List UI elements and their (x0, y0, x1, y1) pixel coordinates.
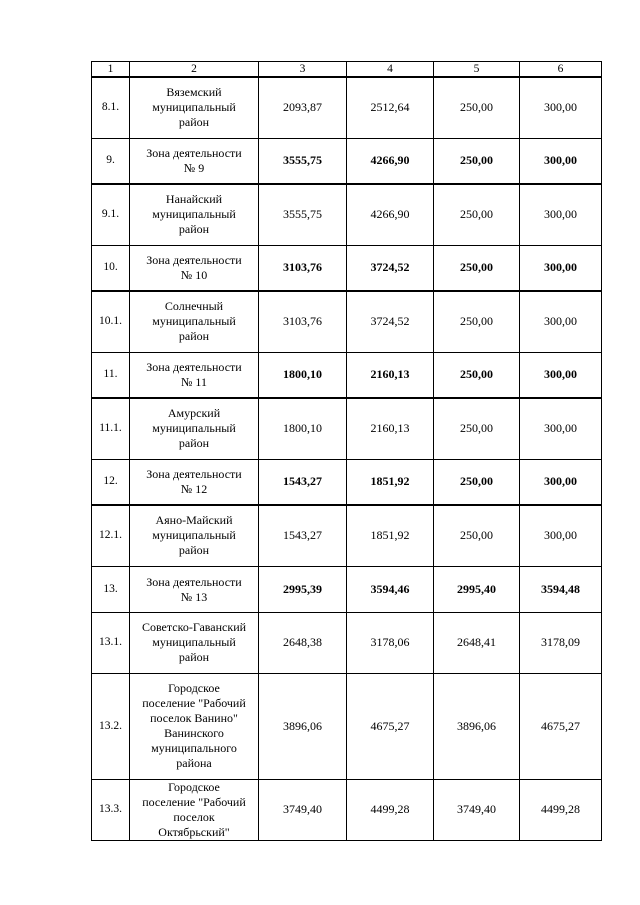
row-name: Зона деятельности № 12 (130, 459, 259, 505)
row-value: 250,00 (434, 77, 520, 138)
row-name: Вяземский муниципальный район (130, 77, 259, 138)
row-value: 3178,06 (347, 612, 434, 673)
row-value: 1800,10 (259, 352, 347, 398)
row-value: 2648,38 (259, 612, 347, 673)
row-value: 2160,13 (347, 398, 434, 459)
row-value: 2995,40 (434, 566, 520, 612)
row-number: 13.2. (92, 673, 130, 779)
row-name: Зона деятельности № 13 (130, 566, 259, 612)
row-value: 3594,46 (347, 566, 434, 612)
row-value: 3896,06 (259, 673, 347, 779)
row-name: Амурский муниципальный район (130, 398, 259, 459)
row-value: 300,00 (520, 77, 602, 138)
row-name: Зона деятельности № 10 (130, 245, 259, 291)
row-value: 3749,40 (434, 779, 520, 840)
row-value: 300,00 (520, 184, 602, 245)
zone-row (92, 566, 602, 612)
row-value: 250,00 (434, 138, 520, 184)
row-name: Аяно-Майский муниципальный район (130, 505, 259, 566)
row-name: Нанайский муниципальный район (130, 184, 259, 245)
header-cell: 2 (130, 62, 259, 78)
row-value: 300,00 (520, 505, 602, 566)
zone-row (92, 459, 602, 505)
row-value: 300,00 (520, 352, 602, 398)
header-cell: 5 (434, 62, 520, 78)
row-value: 250,00 (434, 505, 520, 566)
row-value: 4266,90 (347, 138, 434, 184)
row-value: 4499,28 (347, 779, 434, 840)
table-row (92, 184, 602, 245)
row-number: 9.1. (92, 184, 130, 245)
zone-row (92, 245, 602, 291)
row-value: 4499,28 (520, 779, 602, 840)
row-value: 300,00 (520, 398, 602, 459)
row-value: 250,00 (434, 245, 520, 291)
table-row (92, 779, 602, 840)
row-value: 4675,27 (520, 673, 602, 779)
row-value: 300,00 (520, 459, 602, 505)
row-name: Солнечный муниципальный район (130, 291, 259, 352)
row-value: 2512,64 (347, 77, 434, 138)
row-value: 250,00 (434, 291, 520, 352)
row-name: Городское поселение "Рабочий поселок Октябрьский" (130, 779, 259, 840)
row-value: 1543,27 (259, 505, 347, 566)
table-row (92, 77, 602, 138)
header-cell: 4 (347, 62, 434, 78)
row-number: 12. (92, 459, 130, 505)
row-value: 1543,27 (259, 459, 347, 505)
tariff-table (91, 61, 602, 841)
row-value: 300,00 (520, 291, 602, 352)
header-cell: 6 (520, 62, 602, 78)
row-value: 2093,87 (259, 77, 347, 138)
row-value: 3896,06 (434, 673, 520, 779)
row-name: Зона деятельности № 9 (130, 138, 259, 184)
table-row (92, 398, 602, 459)
row-value: 3749,40 (259, 779, 347, 840)
row-value: 3103,76 (259, 245, 347, 291)
row-value: 3724,52 (347, 245, 434, 291)
row-number: 8.1. (92, 77, 130, 138)
row-number: 11. (92, 352, 130, 398)
row-value: 3594,48 (520, 566, 602, 612)
row-value: 4675,27 (347, 673, 434, 779)
row-value: 3178,09 (520, 612, 602, 673)
row-value: 1800,10 (259, 398, 347, 459)
row-value: 2648,41 (434, 612, 520, 673)
row-number: 11.1. (92, 398, 130, 459)
row-value: 4266,90 (347, 184, 434, 245)
row-value: 250,00 (434, 459, 520, 505)
row-value: 250,00 (434, 184, 520, 245)
row-value: 250,00 (434, 398, 520, 459)
row-value: 1851,92 (347, 459, 434, 505)
row-name: Советско-Гаванский муниципальный район (130, 612, 259, 673)
row-value: 3555,75 (259, 138, 347, 184)
zone-row (92, 138, 602, 184)
row-value: 3724,52 (347, 291, 434, 352)
row-value: 3103,76 (259, 291, 347, 352)
row-value: 2160,13 (347, 352, 434, 398)
row-value: 250,00 (434, 352, 520, 398)
table-row (92, 673, 602, 779)
row-number: 13.1. (92, 612, 130, 673)
zone-row (92, 352, 602, 398)
header-cell: 3 (259, 62, 347, 78)
row-value: 1851,92 (347, 505, 434, 566)
row-number: 10.1. (92, 291, 130, 352)
table-row (92, 291, 602, 352)
row-number: 10. (92, 245, 130, 291)
table-row (92, 612, 602, 673)
row-number: 13.3. (92, 779, 130, 840)
row-value: 300,00 (520, 138, 602, 184)
header-row (92, 62, 602, 78)
row-number: 12.1. (92, 505, 130, 566)
row-name: Зона деятельности № 11 (130, 352, 259, 398)
row-number: 13. (92, 566, 130, 612)
table-row (92, 505, 602, 566)
row-value: 300,00 (520, 245, 602, 291)
row-name: Городское поселение "Рабочий поселок Ванино" Ванинского муниципального района (130, 673, 259, 779)
row-number: 9. (92, 138, 130, 184)
row-value: 3555,75 (259, 184, 347, 245)
row-value: 2995,39 (259, 566, 347, 612)
header-cell: 1 (92, 62, 130, 78)
